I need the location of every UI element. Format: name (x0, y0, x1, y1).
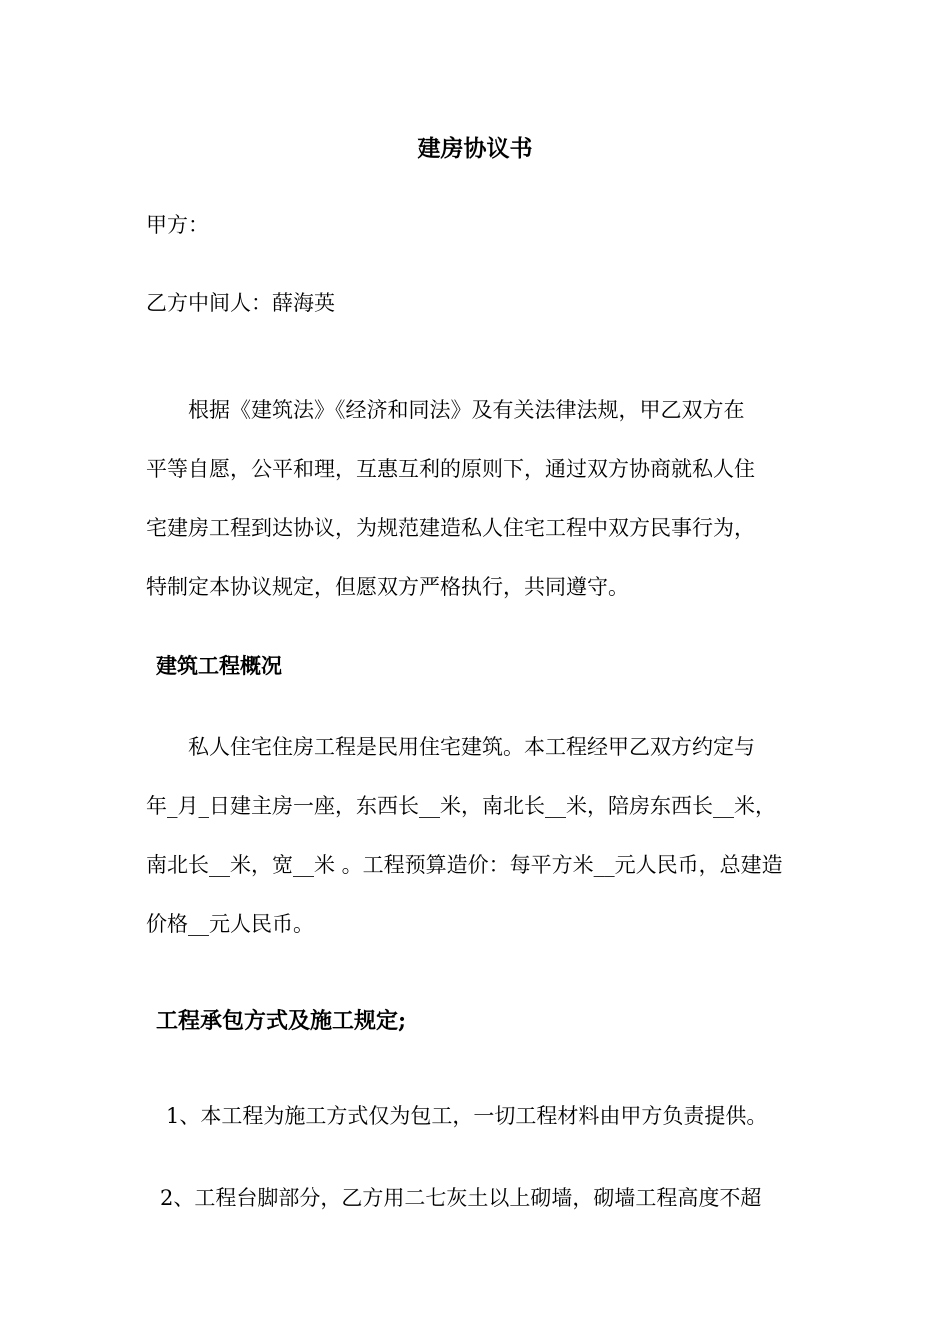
overview-line: 南北长__米，宽__米 。工程预算造价：每平方米__元人民币，总建造 (146, 853, 783, 877)
section-heading-contract: 工程承包方式及施工规定; (156, 1008, 407, 1034)
contract-item: 2、工程台脚部分，乙方用二七灰土以上砌墙，砌墙工程高度不超 (160, 1186, 762, 1210)
section-heading-overview: 建筑工程概况 (156, 653, 282, 678)
contract-item: 1、本工程为施工方式仅为包工，一切工程材料由甲方负责提供。 (166, 1104, 768, 1128)
overview-line: 私人住宅住房工程是民用住宅建筑。本工程经甲乙双方约定与 (188, 735, 755, 759)
preamble-line: 特制定本协议规定，但愿双方严格执行，共同遵守。 (146, 575, 629, 599)
overview-line: 年_月_日建主房一座，东西长__米，南北长__米，陪房东西长__米， (146, 794, 776, 818)
preamble-line: 平等自愿，公平和理，互惠互利的原则下，通过双方协商就私人住 (146, 457, 755, 481)
preamble-line: 根据《建筑法》《经济和同法》及有关法律法规，甲乙双方在 (188, 398, 745, 422)
document-title: 建房协议书 (417, 135, 533, 162)
party-b-line: 乙方中间人：薛海英 (146, 291, 335, 315)
preamble-line: 宅建房工程到达协议，为规范建造私人住宅工程中双方民事行为， (146, 516, 755, 540)
overview-line: 价格__元人民币。 (146, 912, 314, 936)
party-a-line: 甲方： (146, 213, 209, 237)
